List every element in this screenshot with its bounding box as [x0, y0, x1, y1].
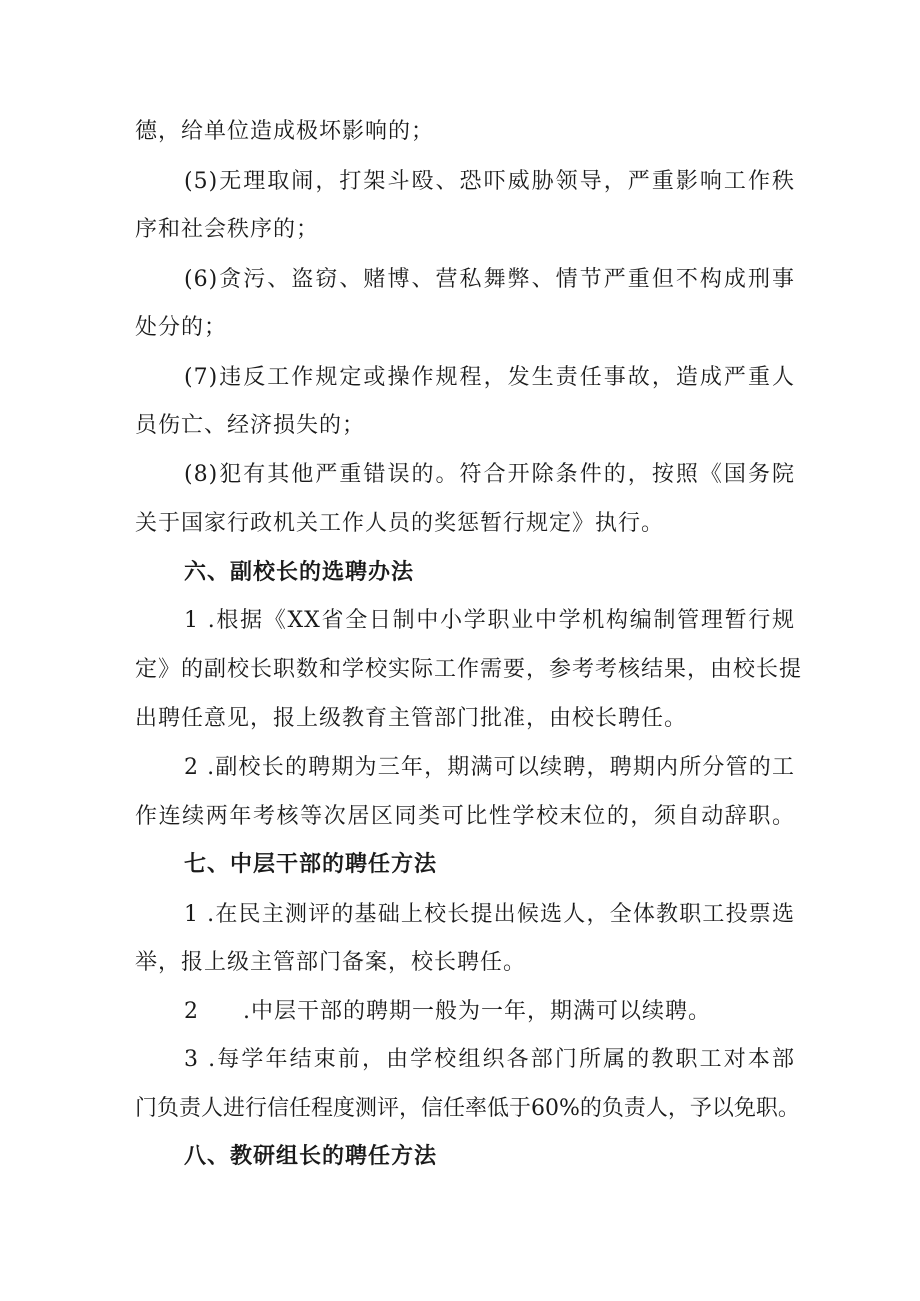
list-item-7-line-2: 员伤亡、经济损失的； [135, 413, 366, 438]
section-heading-7: 七、中层干部的聘任方法 [184, 852, 438, 877]
section-7-item-3-line-1: 3 .每学年结束前，由学校组织各部门所属的教职工对本部 [184, 1047, 795, 1072]
section-7-item-2 [184, 997, 844, 1027]
section-7-item-1-line-1: 1 .在民主测评的基础上校长提出候选人，全体教职工投票选 [184, 902, 795, 927]
section-6-item-1-line-1: 1 .根据《XX省全日制中小学职业中学机构编制管理暂行规 [184, 608, 795, 633]
item-text: .中层干部的聘期一般为一年，期满可以续聘。 [243, 999, 711, 1024]
section-7-item-1-line-2: 举，报上级主管部门备案，校长聘任。 [135, 950, 527, 975]
list-item-5-line-2: 序和社会秩序的； [135, 217, 320, 242]
list-item-6-line-1: (6)贪污、盗窃、赌博、营私舞弊、情节严重但不构成刑事 [184, 267, 795, 292]
section-heading-8: 八、教研组长的聘任方法 [184, 1144, 438, 1169]
paragraph-line: 德，给单位造成极坏影响的； [135, 119, 435, 144]
list-item-6-line-2: 处分的； [135, 315, 228, 340]
section-6-item-2-line-1: 2 .副校长的聘期为三年，期满可以续聘，聘期内所分管的工 [184, 755, 795, 780]
section-heading-6: 六、副校长的选聘办法 [184, 560, 415, 585]
item-number: 2 [184, 999, 199, 1024]
section-6-item-1-line-2: 定》的副校长职数和学校实际工作需要，参考考核结果，由校长提 [135, 657, 803, 682]
section-6-item-1-line-3: 出聘任意见，报上级教育主管部门批准，由校长聘任。 [135, 706, 688, 731]
list-item-7-line-1: (7)违反工作规定或操作规程，发生责任事故，造成严重人 [184, 365, 795, 390]
list-item-8-line-1: (8)犯有其他严重错误的。符合开除条件的，按照《国务院 [184, 462, 795, 487]
section-7-item-3-line-2: 门负责人进行信任程度测评，信任率低于60%的负责人，予以免职。 [135, 1096, 800, 1121]
list-item-8-line-2: 关于国家行政机关工作人员的奖惩暂行规定》执行。 [135, 511, 665, 536]
list-item-5-line-1: (5)无理取闹，打架斗殴、恐吓威胁领导，严重影响工作秩 [184, 169, 795, 194]
section-6-item-2-line-2: 作连续两年考核等次居区同类可比性学校末位的，须自动辞职。 [135, 804, 795, 829]
